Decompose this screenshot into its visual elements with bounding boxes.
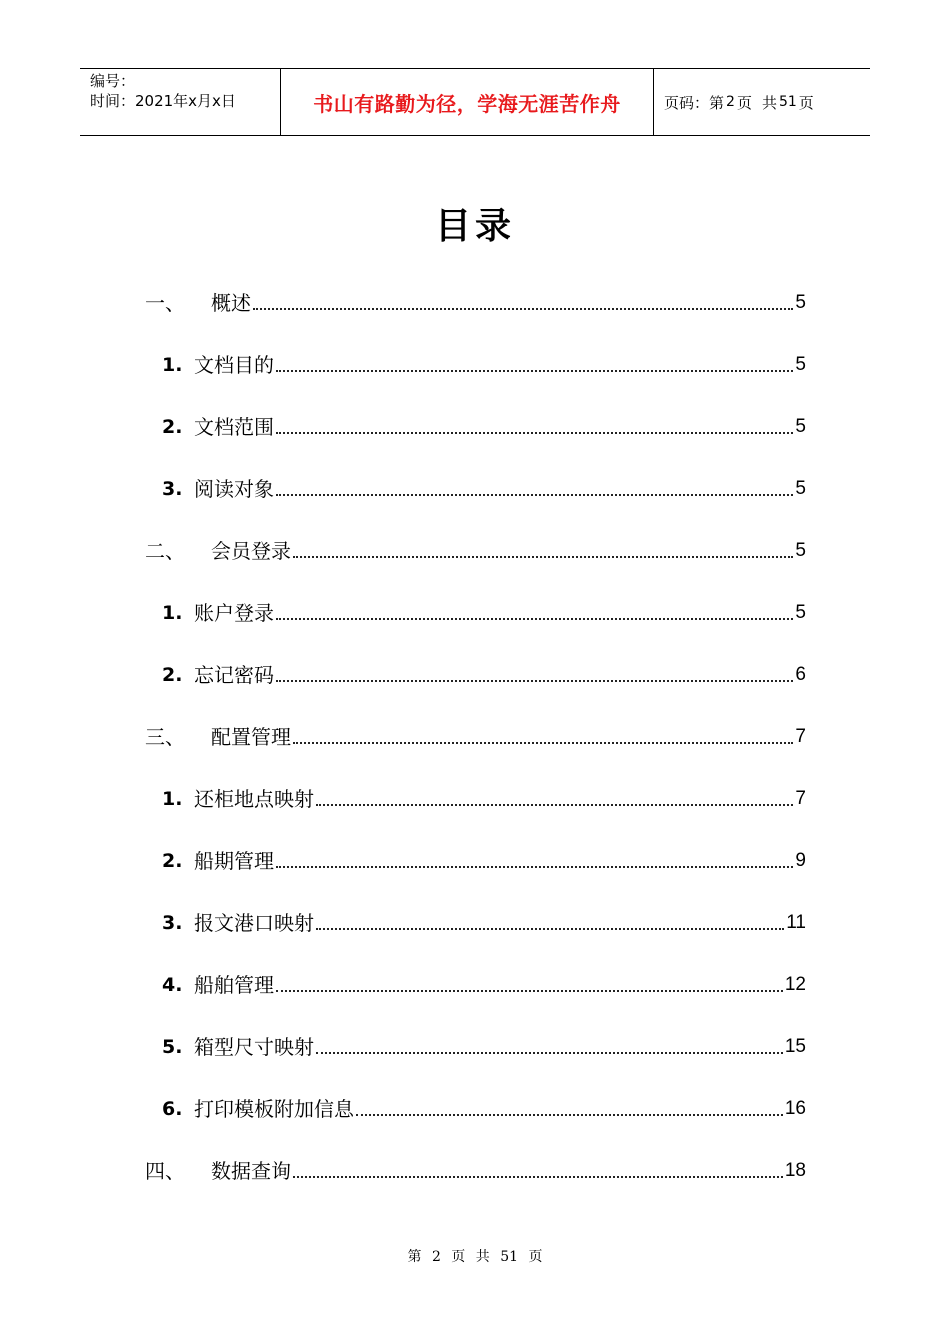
toc-entry-label: 数据查询 xyxy=(211,1159,291,1183)
toc-entry[interactable] xyxy=(0,723,806,751)
toc-dot-leader xyxy=(253,289,793,317)
time-label: 时间：2021年x月x日 xyxy=(90,92,236,110)
page-footer: 第 2 页 共 51 页 xyxy=(407,1249,543,1265)
toc-dot-leader xyxy=(293,537,793,565)
toc-entry-label: 概述 xyxy=(211,291,251,315)
toc-entry-number: 3. xyxy=(162,478,183,500)
toc-entry-page: 5 xyxy=(795,602,806,623)
toc-dot-leader xyxy=(276,599,793,627)
toc-entry-page: 7 xyxy=(795,726,806,747)
toc-dot-leader xyxy=(276,475,793,503)
toc-dot-leader xyxy=(276,847,793,875)
toc-entry[interactable] xyxy=(0,1095,806,1123)
toc-entry-number: 2. xyxy=(162,850,183,872)
page-current: 2 xyxy=(726,94,735,110)
toc-entry[interactable] xyxy=(0,599,806,627)
toc-entry-number: 2. xyxy=(162,416,183,438)
toc-entry-label: 船舶管理 xyxy=(194,973,274,997)
page-prefix: 页码：第 xyxy=(664,93,725,112)
toc-dot-leader xyxy=(316,1033,783,1061)
toc-entry[interactable] xyxy=(0,351,806,379)
toc-dot-leader xyxy=(276,971,783,999)
toc-entry-label: 报文港口映射 xyxy=(194,911,314,935)
toc-entry-page: 12 xyxy=(784,974,806,995)
toc-entry-number: 5. xyxy=(162,1036,183,1058)
toc-entry[interactable] xyxy=(0,909,806,937)
toc-entry-number: 3. xyxy=(162,912,183,934)
toc-entry-number: 6. xyxy=(162,1098,183,1120)
toc-entry-number: 1. xyxy=(162,602,183,624)
toc-dot-leader xyxy=(276,351,793,379)
toc-entry-page: 5 xyxy=(795,292,806,313)
toc-entry-label: 船期管理 xyxy=(194,849,274,873)
header-motto: 书山有路勤为径，学海无涯苦作舟 xyxy=(313,91,621,116)
page-total: 51 xyxy=(778,94,797,110)
toc-entry[interactable] xyxy=(0,537,806,565)
toc-entry-number: 1. xyxy=(162,788,183,810)
toc-dot-leader xyxy=(293,723,793,751)
toc-entry-number: 一、 xyxy=(145,291,185,315)
toc-entry-number: 三、 xyxy=(145,725,185,749)
toc-entry-label: 打印模板附加信息 xyxy=(194,1097,354,1121)
toc-entry-label: 还柜地点映射 xyxy=(194,787,314,811)
toc-entry-page: 7 xyxy=(795,788,806,809)
page-total-prefix: 共 xyxy=(761,93,777,112)
header-page-info xyxy=(654,69,870,135)
toc-dot-leader xyxy=(276,661,793,689)
toc-entry-number: 1. xyxy=(162,354,183,376)
toc-entry-number: 4. xyxy=(162,974,183,996)
header-meta xyxy=(80,69,281,135)
toc-entry-label: 阅读对象 xyxy=(194,477,274,501)
toc-entry-page: 5 xyxy=(795,478,806,499)
toc-entry-number: 四、 xyxy=(145,1159,185,1183)
serial-label: 编号： xyxy=(90,72,136,90)
toc-entry[interactable] xyxy=(0,971,806,999)
toc-entry-label: 会员登录 xyxy=(211,539,291,563)
toc-dot-leader xyxy=(293,1157,783,1185)
toc-dot-leader xyxy=(276,413,793,441)
toc-entry[interactable] xyxy=(0,785,806,813)
header-motto-cell xyxy=(281,69,654,135)
toc-entry[interactable] xyxy=(0,289,806,317)
toc-entry-page: 5 xyxy=(795,540,806,561)
toc-entry-label: 箱型尺寸映射 xyxy=(194,1035,314,1059)
toc-entry-page: 5 xyxy=(795,416,806,437)
toc-entry[interactable] xyxy=(0,847,806,875)
toc-entry[interactable] xyxy=(0,475,806,503)
toc-entry[interactable] xyxy=(0,1033,806,1061)
toc-entry-page: 11 xyxy=(786,912,806,933)
toc-entry[interactable] xyxy=(0,413,806,441)
toc-entry-label: 文档范围 xyxy=(194,415,274,439)
toc-entry-page: 5 xyxy=(795,354,806,375)
toc-entry-page: 9 xyxy=(795,850,806,871)
toc-entry-page: 6 xyxy=(795,664,806,685)
toc-entry-number: 2. xyxy=(162,664,183,686)
page-header xyxy=(80,68,870,136)
toc-dot-leader xyxy=(316,909,784,937)
toc-dot-leader xyxy=(356,1095,783,1123)
toc-entry-page: 16 xyxy=(784,1098,806,1119)
page-mid: 页 xyxy=(736,93,752,112)
toc-entry-number: 二、 xyxy=(145,539,185,563)
toc-entry-label: 配置管理 xyxy=(211,725,291,749)
toc-entry-page: 18 xyxy=(784,1160,806,1181)
toc-dot-leader xyxy=(316,785,793,813)
page-suffix: 页 xyxy=(798,93,814,112)
toc-entry-label: 文档目的 xyxy=(194,353,274,377)
toc-entry-label: 忘记密码 xyxy=(194,663,274,687)
toc-entry-label: 账户登录 xyxy=(194,601,274,625)
toc-entry-page: 15 xyxy=(784,1036,806,1057)
page-title: 目录 xyxy=(434,206,515,247)
toc-entry[interactable] xyxy=(0,661,806,689)
toc-entry[interactable] xyxy=(0,1157,806,1185)
